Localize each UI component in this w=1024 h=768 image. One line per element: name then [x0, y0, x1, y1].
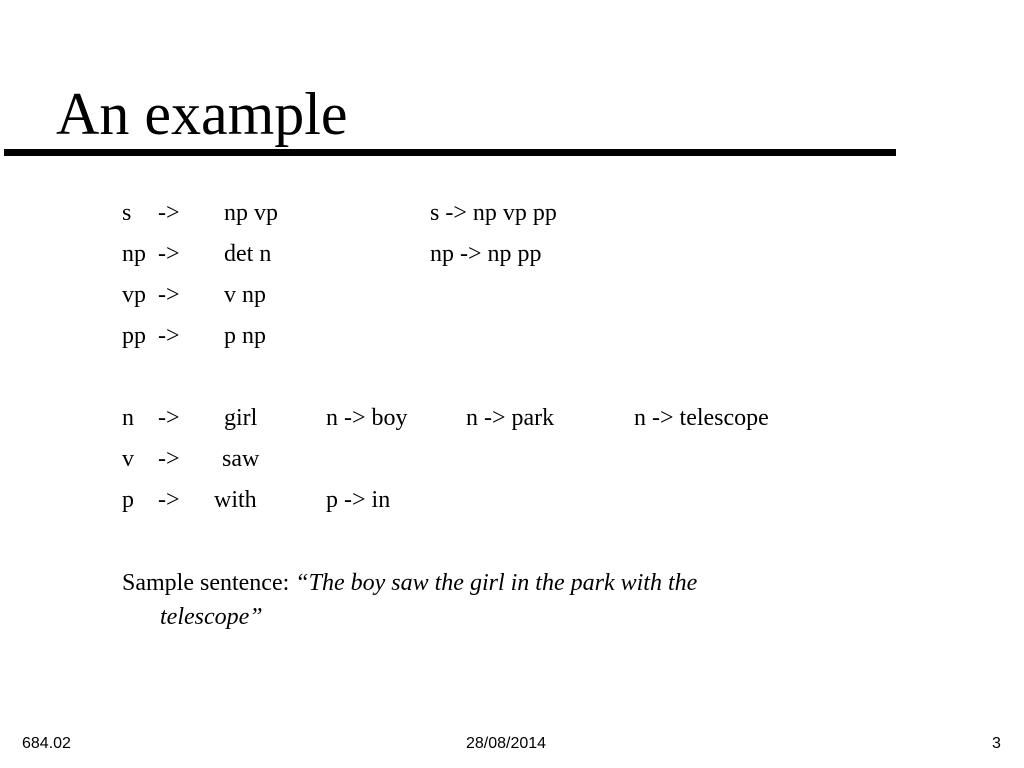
footer-page-number: 3	[992, 735, 1001, 752]
rule-lhs: np	[122, 241, 146, 267]
title-underline	[4, 149, 896, 156]
lexicon-entry: n -> telescope	[634, 405, 769, 431]
lexicon-lhs: n	[122, 405, 134, 431]
lexicon-entry: p -> in	[326, 487, 391, 513]
sample-text-line1: “The boy saw the girl in the park with the	[295, 570, 698, 596]
lexicon-lhs: v	[122, 446, 134, 472]
rule-arrow: ->	[158, 282, 180, 308]
sample-label: Sample sentence:	[122, 570, 296, 596]
lexicon-arrow: ->	[158, 446, 180, 472]
rule-rhs: np vp	[224, 200, 278, 226]
footer-date: 28/08/2014	[466, 735, 547, 752]
rule-lhs: vp	[122, 282, 146, 308]
slide-title: An example	[56, 81, 348, 147]
sample-sentence	[122, 566, 842, 634]
rule-lhs: pp	[122, 323, 146, 349]
rule-extra: s -> np vp pp	[430, 200, 557, 226]
rule-arrow: ->	[158, 241, 180, 267]
lexicon-arrow: ->	[158, 487, 180, 513]
lexicon-lhs: p	[122, 487, 134, 513]
lexicon-arrow: ->	[158, 405, 180, 431]
sample-text-line2: telescope”	[160, 604, 263, 630]
rule-rhs: p np	[224, 323, 266, 349]
rule-extra: np -> np pp	[430, 241, 542, 267]
rule-rhs: v np	[224, 282, 266, 308]
lexicon-entry: saw	[222, 446, 260, 472]
lexicon-entry: girl	[224, 405, 258, 431]
rule-lhs: s	[122, 200, 132, 226]
footer-course-code: 684.02	[22, 735, 71, 752]
rule-arrow: ->	[158, 323, 180, 349]
lexicon-entry: with	[214, 487, 257, 513]
rule-rhs: det n	[224, 241, 272, 267]
rule-arrow: ->	[158, 200, 180, 226]
lexicon-entry: n -> boy	[326, 405, 408, 431]
lexicon-entry: n -> park	[466, 405, 555, 431]
